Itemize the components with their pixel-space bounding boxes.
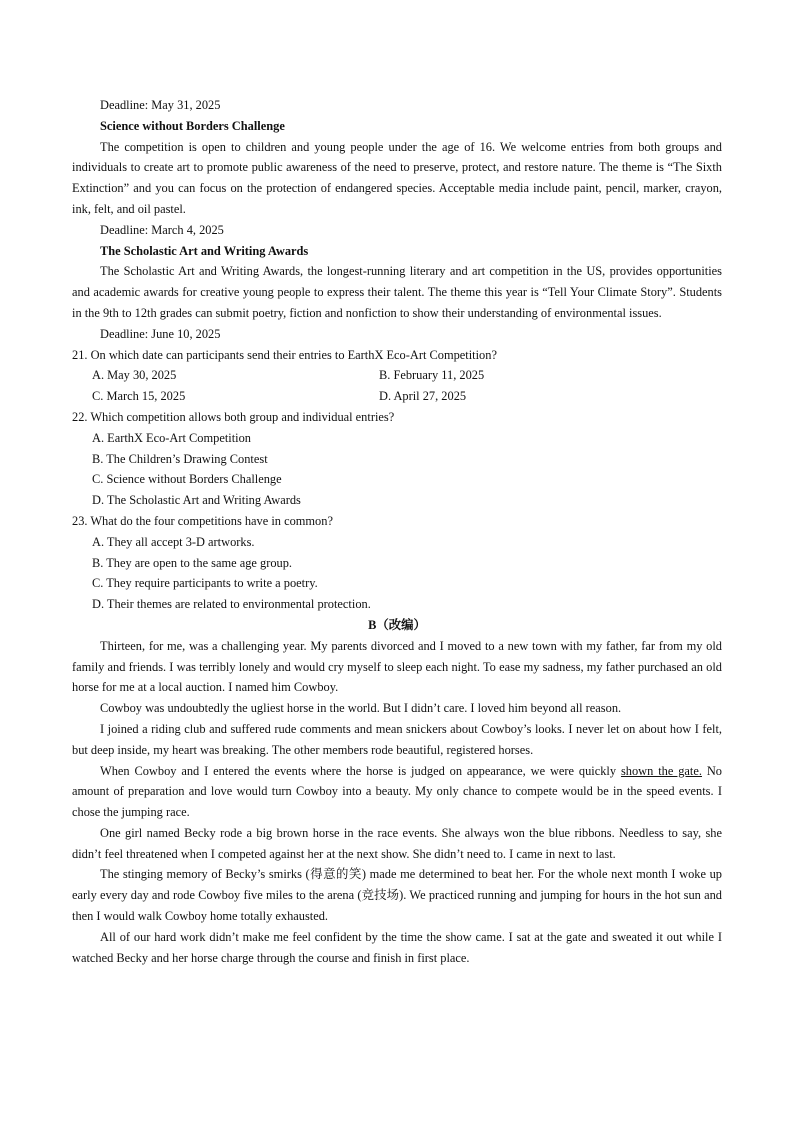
question-21-option-c: C. March 15, 2025 (92, 389, 186, 404)
underlined-phrase: shown the gate. (620, 763, 702, 778)
question-22-option-c: C. Science without Borders Challenge (92, 472, 282, 487)
question-21-option-d: D. April 27, 2025 (379, 389, 467, 404)
deadline-scholastic-awards: Deadline: June 10, 2025 (100, 326, 221, 341)
passage-b-paragraph-5: One girl named Becky rode a big brown horse in the race events. She always won the blue ribbons. Needless to say, she didn’t feel threatened when I competed against her at the next show. She didn’t need to. I came in next to last. (72, 825, 722, 861)
question-21-option-b: B. February 11, 2025 (379, 368, 485, 383)
exam-page (72, 95, 722, 968)
question-21-option-a: A. May 30, 2025 (92, 368, 177, 383)
passage-b-paragraph-3: I joined a riding club and suffered rude comments and mean snickers about Cowboy’s looks. I never let on about how I felt, but deep inside, my heart was breaking. The other members rode beautiful, registered horses. (72, 721, 722, 757)
paragraph-science-without-borders: The competition is open to children and young people under the age of 16. We welcome entries from both groups and individuals to create art to promote public awareness of the need to preserve, protect, and restore nature. The theme is “The Sixth Extinction” and you can focus on the protection of endangered species. Acceptable media include paint, pencil, marker, crayon, ink, felt, and oil pastel. (72, 139, 722, 216)
question-21-options-row2 (72, 386, 722, 407)
passage-b-paragraph-4 (72, 761, 722, 823)
question-23-option-a: A. They all accept 3-D artworks. (92, 534, 255, 549)
question-23-stem: 23. What do the four competitions have in common? (72, 513, 333, 528)
passage-b-paragraph-6: The stinging memory of Becky’s smirks (得意的笑) made me determined to beat her. For the whole next month I woke up early every day and rode Cowboy five miles to the arena (竞技场). We practiced running and jumping for hours in the hot sun and then I would walk Cowboy home totally exhausted. (72, 867, 722, 924)
passage-b-paragraph-4-start: When Cowboy and I entered the events where the horse is judged on appearance, we were quickly (100, 763, 621, 778)
heading-scholastic-awards: The Scholastic Art and Writing Awards (100, 243, 309, 258)
question-23-option-d: D. Their themes are related to environmental protection. (92, 597, 371, 612)
question-21-options-row1 (72, 365, 722, 386)
question-22-option-d: D. The Scholastic Art and Writing Awards (92, 493, 301, 508)
question-21-stem: 21. On which date can participants send their entries to EarthX Eco-Art Competition? (72, 347, 497, 362)
heading-science-without-borders: Science without Borders Challenge (100, 118, 285, 133)
passage-b-heading: B（改编） (368, 617, 426, 632)
question-22-option-a: A. EarthX Eco-Art Competition (92, 430, 251, 445)
passage-b-paragraph-2: Cowboy was undoubtedly the ugliest horse in the world. But I didn’t care. I loved him beyond all reason. (100, 701, 622, 716)
question-23-option-c: C. They require participants to write a poetry. (92, 576, 318, 591)
question-23-option-b: B. They are open to the same age group. (92, 555, 293, 570)
passage-b-paragraph-7: All of our hard work didn’t make me feel confident by the time the show came. I sat at the gate and sweated it out while I watched Becky and her horse charge through the course and finish in first place. (72, 929, 722, 965)
passage-b-paragraph-1: Thirteen, for me, was a challenging year. My parents divorced and I moved to a new town with my father, far from my old family and friends. I was terribly lonely and would cry myself to sleep each night. To ease my sadness, my father purchased an old horse for me at a local auction. I named him Cowboy. (72, 638, 722, 695)
deadline-science-without-borders: Deadline: March 4, 2025 (100, 222, 224, 237)
passage-b-paragraph-4-end: No amount of preparation and love would turn Cowboy into a beauty. My only chance to compete would be in the speed events. I chose the jumping race. (72, 763, 722, 820)
question-22-stem: 22. Which competition allows both group and individual entries? (72, 409, 395, 424)
question-22-option-b: B. The Children’s Drawing Contest (92, 451, 268, 466)
deadline-earthx: Deadline: May 31, 2025 (100, 98, 221, 112)
paragraph-scholastic-awards: The Scholastic Art and Writing Awards, the longest-running literary and art competition in the US, provides opportunities and academic awards for creative young people to express their talent. The theme this year is “Tell Your Climate Story”. Students in the 9th to 12th grades can submit poetry, fiction and nonfiction to show their understanding of environmental issues. (72, 264, 722, 320)
